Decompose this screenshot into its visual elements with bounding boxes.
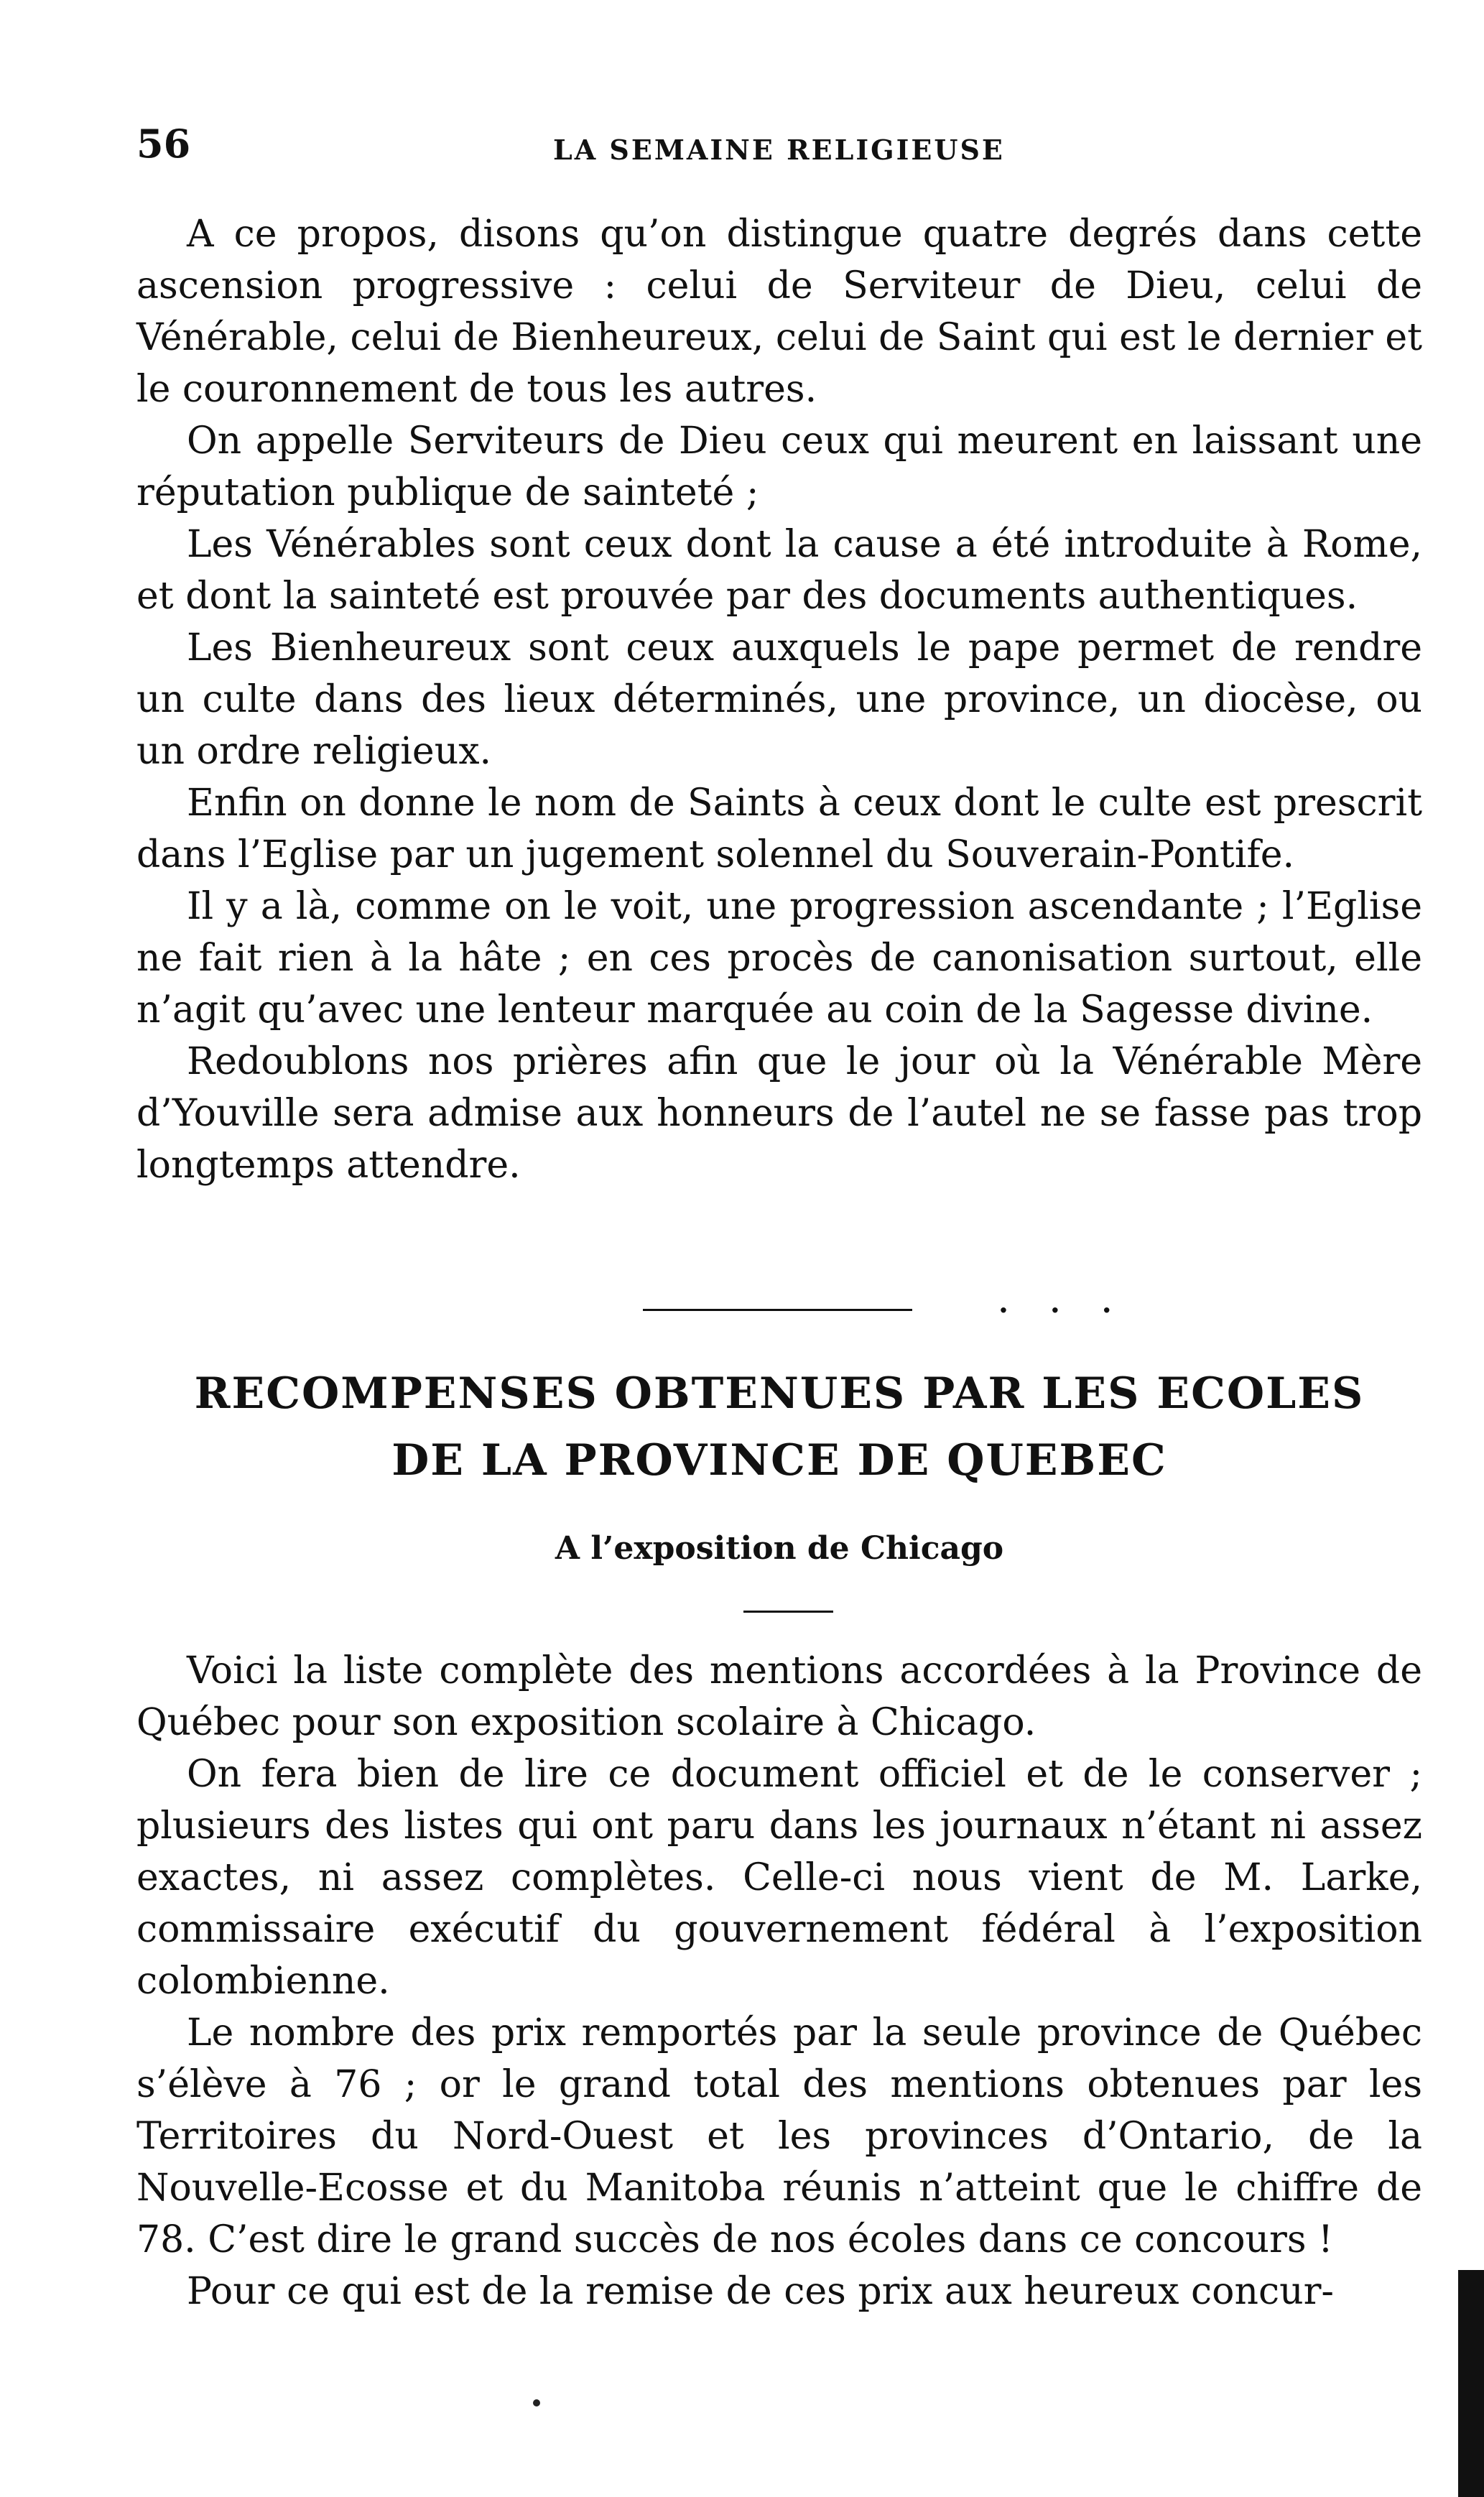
section-title-line-2: DE LA PROVINCE DE QUEBEC xyxy=(391,1435,1167,1486)
section-title-line-1: RECOMPENSES OBTENUES PAR LES ECOLES xyxy=(194,1368,1365,1419)
scan-speck xyxy=(533,2399,540,2406)
divider-dots: . . . xyxy=(998,1286,1128,1320)
page-header xyxy=(136,121,1422,178)
paragraph: A ce propos, disons qu’on distingue quatre degrés dans cette ascension progressive : celui de Serviteur de Dieu, celui de Vénérable, celui de Bienheureux, celui de Saint qui est le dernier et le couronnement de tous les autres. xyxy=(136,213,1422,411)
paragraph: Les Bienheureux sont ceux auxquels le pape permet de rendre un culte dans des lieux déterminés, une province, un diocèse, ou un ordre religieux. xyxy=(136,626,1422,773)
page-number: 56 xyxy=(136,121,191,167)
section-subtitle: A l’exposition de Chicago xyxy=(555,1530,1004,1567)
paragraph: On fera bien de lire ce document officiel et de le conserver ; plusieurs des listes qui ont paru dans les journaux n’étant ni assez exactes, ni assez complètes. Celle-ci nous vient de M. Larke, commissaire exécutif du gouvernement fédéral à l’exposition colombienne. xyxy=(136,1753,1422,2003)
article-body-2 xyxy=(136,1645,1422,2317)
paragraph: Redoublons nos prières afin que le jour où la Vénérable Mère d’Youville sera admise aux honneurs de l’autel ne se fasse pas trop longtemps attendre. xyxy=(136,1040,1422,1187)
paragraph: Voici la liste complète des mentions accordées à la Province de Québec pour son exposition scolaire à Chicago. xyxy=(136,1649,1422,1744)
paragraph: Les Vénérables sont ceux dont la cause a été introduite à Rome, et dont la sainteté est prouvée par des documents authentiques. xyxy=(136,523,1422,618)
paragraph: Pour ce qui est de la remise de ces prix aux heureux concur- xyxy=(187,2270,1334,2313)
paragraph: Le nombre des prix remportés par la seule province de Québec s’élève à 76 ; or le grand total des mentions obtenues par les Territoires du Nord-Ouest et les provinces d’Ontario, de la Nouvelle-Ecosse et du Manitoba réunis n’atteint que le chiffre de 78. C’est dire le grand succès de nos écoles dans ce concours ! xyxy=(136,2011,1422,2261)
subtitle-divider xyxy=(743,1611,833,1613)
section-divider xyxy=(643,1309,912,1311)
paragraph: Enfin on donne le nom de Saints à ceux dont le culte est prescrit dans l’Eglise par un jugement solennel du Souverain-Pontife. xyxy=(136,782,1422,876)
paragraph: Il y a là, comme on le voit, une progression ascendante ; l’Eglise ne fait rien à la hâte ; en ces procès de canonisation surtout, elle n’agit qu’avec une lenteur marquée au coin de la Sagesse divine. xyxy=(136,885,1422,1032)
scan-edge-shadow xyxy=(1458,2270,1484,2497)
article-body-1 xyxy=(136,208,1422,1191)
paragraph: On appelle Serviteurs de Dieu ceux qui meurent en laissant une réputation publique de sainteté ; xyxy=(136,420,1422,514)
running-head: LA SEMAINE RELIGIEUSE xyxy=(553,134,1005,166)
